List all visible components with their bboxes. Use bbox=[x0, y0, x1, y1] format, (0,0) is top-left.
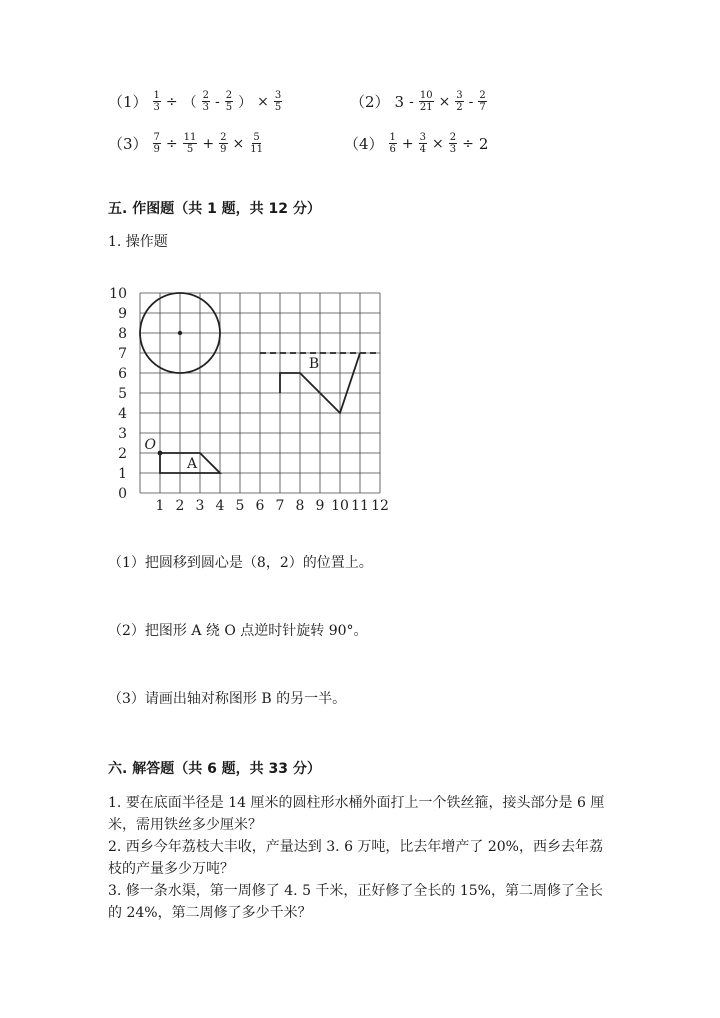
fraction: $\frac{2}{3}$ bbox=[449, 132, 457, 155]
origin-label: O bbox=[144, 437, 156, 453]
operator: × bbox=[432, 135, 444, 152]
fraction: $\frac{5}{11}$ bbox=[250, 132, 263, 155]
operator: × bbox=[232, 135, 245, 152]
fraction: $\frac{2}{9}$ bbox=[220, 132, 227, 155]
section-6-heading: 六. 解答题（共 6 题，共 33 分） bbox=[108, 761, 321, 777]
fraction: $\frac{10}{21}$ bbox=[419, 90, 433, 113]
x-tick-label: 8 bbox=[295, 498, 305, 514]
y-tick-label: 2 bbox=[118, 446, 127, 462]
y-tick-label: 4 bbox=[118, 406, 127, 422]
operator: + bbox=[202, 135, 215, 152]
task-1: （1）把圆移到圆心是（8，2）的位置上。 bbox=[108, 555, 373, 571]
fraction: $\frac{2}{5}$ bbox=[225, 90, 233, 113]
x-tick-label: 12 bbox=[371, 498, 389, 514]
problem-number: （2） bbox=[350, 93, 390, 111]
y-tick-label: 0 bbox=[118, 486, 127, 502]
x-tick-label: 4 bbox=[215, 498, 225, 514]
operator: - bbox=[409, 93, 414, 110]
operator: × bbox=[257, 93, 269, 110]
grid-figure bbox=[105, 280, 405, 515]
fraction: $\frac{3}{2}$ bbox=[456, 90, 463, 113]
problem-number: （3） bbox=[108, 135, 148, 153]
x-tick-label: 7 bbox=[275, 498, 285, 514]
y-tick-label: 1 bbox=[118, 466, 127, 482]
calc-problem-3 bbox=[108, 132, 264, 155]
operator: - bbox=[468, 93, 474, 110]
fraction: $\frac{7}{9}$ bbox=[153, 132, 160, 155]
calc-problem-1 bbox=[108, 90, 282, 113]
operator: × bbox=[438, 93, 451, 110]
problem-number: （1） bbox=[108, 93, 148, 111]
x-tick-label: 10 bbox=[331, 498, 349, 514]
fraction: $\frac{2}{3}$ bbox=[202, 90, 210, 113]
section-5-heading: 五. 作图题（共 1 题，共 12 分） bbox=[108, 201, 321, 217]
x-tick-label: 3 bbox=[195, 498, 205, 514]
operator: ÷ bbox=[462, 135, 474, 152]
fraction: $\frac{1}{6}$ bbox=[389, 132, 396, 155]
paren: （ bbox=[182, 94, 197, 111]
paren: ） bbox=[238, 94, 253, 111]
fraction: $\frac{3}{4}$ bbox=[419, 132, 427, 155]
y-tick-label: 6 bbox=[118, 366, 127, 382]
axis-labels bbox=[109, 286, 389, 514]
y-tick-label: 8 bbox=[118, 326, 127, 342]
y-tick-label: 5 bbox=[118, 386, 127, 402]
operator: ÷ bbox=[165, 93, 178, 110]
calc-problem-4 bbox=[344, 132, 488, 155]
problem-number: （4） bbox=[344, 135, 384, 153]
question-1-title: 1. 操作题 bbox=[108, 234, 168, 250]
y-tick-label: 7 bbox=[118, 346, 127, 362]
x-tick-label: 2 bbox=[175, 498, 185, 514]
problem-1: 1. 要在底面半径是 14 厘米的圆柱形水桶外面打上一个铁丝箍，接头部分是 6 厘米，需用铁丝多少厘米？ bbox=[108, 795, 605, 833]
fraction: $\frac{2}{7}$ bbox=[479, 90, 486, 113]
origin-point bbox=[158, 451, 163, 456]
x-tick-label: 9 bbox=[315, 498, 325, 514]
fraction: $\frac{11}{5}$ bbox=[183, 132, 197, 155]
task-3: （3）请画出轴对称图形 B 的另一半。 bbox=[108, 691, 347, 707]
y-tick-label: 3 bbox=[118, 426, 127, 442]
shape-a-label: A bbox=[186, 456, 198, 472]
x-tick-label: 11 bbox=[351, 498, 369, 514]
y-tick-label: 9 bbox=[118, 306, 127, 322]
operator: - bbox=[215, 93, 220, 110]
x-tick-label: 5 bbox=[235, 498, 245, 514]
shape-b-label: B bbox=[308, 356, 320, 372]
fraction: $\frac{1}{3}$ bbox=[153, 90, 160, 113]
integer: 3 bbox=[394, 92, 405, 111]
operator: + bbox=[401, 135, 414, 152]
circle-center-dot bbox=[178, 331, 182, 335]
operator: ÷ bbox=[165, 135, 178, 152]
task-2: （2）把图形 A 绕 O 点逆时针旋转 90°。 bbox=[108, 623, 368, 639]
integer: 2 bbox=[478, 134, 489, 153]
grid-lines bbox=[140, 293, 380, 493]
y-tick-label: 10 bbox=[109, 286, 127, 302]
problem-2: 2. 西乡今年荔枝大丰收，产量达到 3. 6 万吨，比去年增产了 20%，西乡去年荔枝的产量多少万吨？ bbox=[108, 839, 603, 877]
fraction: $\frac{3}{5}$ bbox=[274, 90, 282, 113]
x-tick-label: 1 bbox=[155, 498, 165, 514]
calc-problem-2 bbox=[350, 90, 487, 113]
problem-3: 3. 修一条水渠，第一周修了 4. 5 千米，正好修了全长的 15%，第二周修了全长的 24%，第二周修了多少千米？ bbox=[108, 883, 603, 921]
x-tick-label: 6 bbox=[255, 498, 265, 514]
